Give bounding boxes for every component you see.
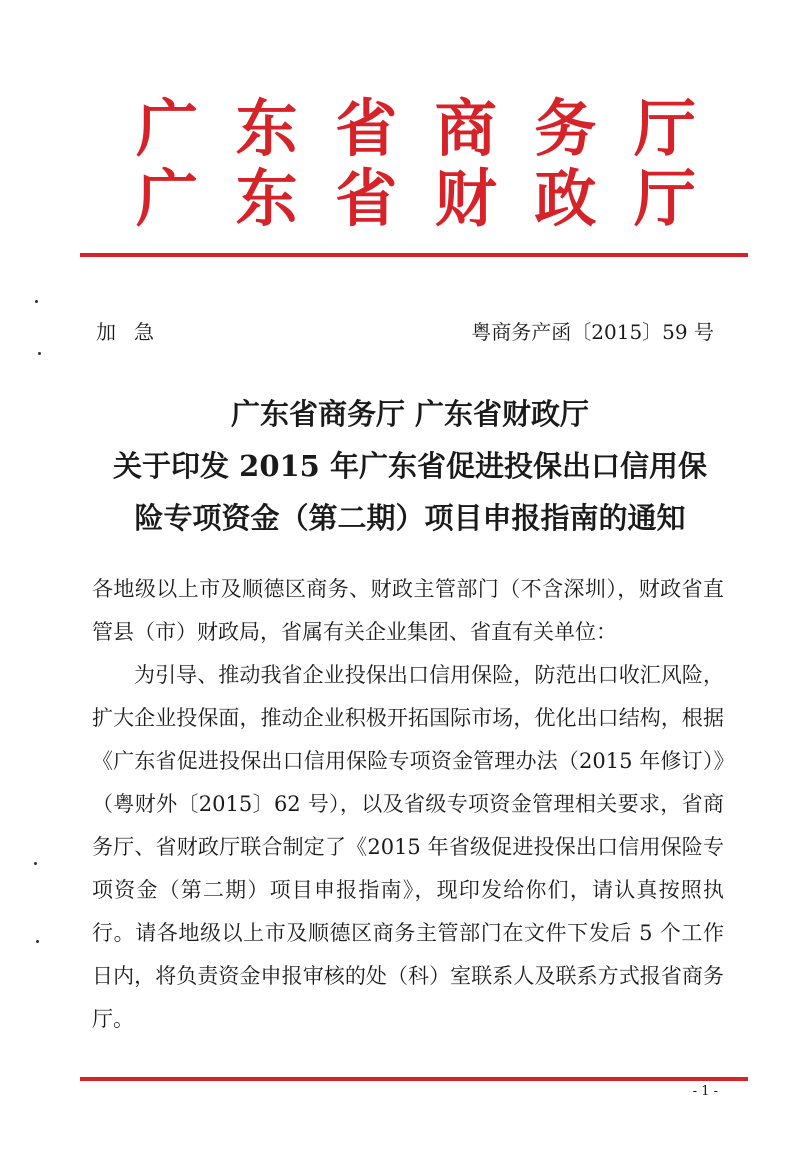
issuer-header-finance (136, 162, 696, 235)
header-char: 财 (434, 162, 497, 235)
header-divider (80, 253, 748, 257)
title-line: 险专项资金（第二期）项目申报指南的通知 (134, 501, 686, 535)
header-char: 务 (534, 92, 597, 165)
issuer-header-commerce (136, 92, 696, 165)
scan-speck (36, 940, 39, 943)
header-char: 广 (136, 162, 199, 235)
scan-speck (38, 352, 41, 355)
urgency-label: 加急 (96, 320, 172, 344)
page-number: - 1 - (692, 1084, 718, 1099)
header-char: 厅 (633, 92, 696, 165)
scan-speck (35, 300, 38, 303)
body-paragraph: 为引导、推动我省企业投保出口信用保险，防范出口收汇风险，扩大企业投保面，推动企业积极开拓国际市场，优化出口结构，根据《广东省促进投保出口信用保险专项资金管理办法（2015 年修订）》（粤财外〔2015〕62 号），以及省级专项资金管理相关要求，省商务厅、省财政厅联合制定了《2015 年省级促进投保出口信用保险专项资金（第二期）项目申报指南》，现印发给你们，请认真按照执行。请各地级以上市及顺德区商务主管部门在文件下发后 5 个工作日内，将负责资金申报审核的处（科）室联系人及联系方式报省商务厅。 (92, 663, 724, 1031)
header-char: 东 (235, 162, 298, 235)
document-body (92, 568, 724, 1041)
header-char: 广 (136, 92, 199, 165)
title-line: 广东省商务厅 广东省财政厅 (230, 397, 590, 431)
document-number: 粤商务产函〔2015〕59 号 (471, 320, 714, 344)
footer-divider (80, 1077, 748, 1081)
header-char: 商 (434, 92, 497, 165)
header-char: 省 (335, 92, 398, 165)
addressee: 各地级以上市及顺德区商务、财政主管部门（不含深圳），财政省直管县（市）财政局，省属有关企业集团、省直有关单位： (92, 577, 724, 644)
header-char: 省 (335, 162, 398, 235)
title-line: 关于印发 2015 年广东省促进投保出口信用保 (113, 449, 707, 483)
document-title (90, 388, 730, 544)
header-char: 政 (534, 162, 597, 235)
header-char: 厅 (633, 162, 696, 235)
header-char: 东 (235, 92, 298, 165)
scan-speck (34, 862, 37, 865)
